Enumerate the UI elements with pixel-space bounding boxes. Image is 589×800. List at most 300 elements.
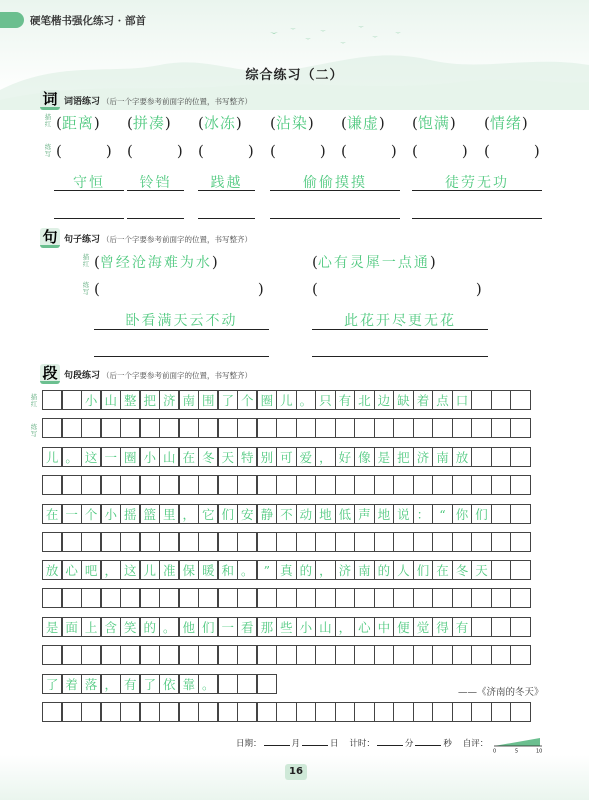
trace-underline bbox=[198, 190, 255, 191]
grid-cell[interactable] bbox=[315, 532, 335, 552]
grid-cell[interactable] bbox=[120, 475, 140, 495]
grid-cell[interactable] bbox=[471, 532, 491, 552]
practice-underline[interactable] bbox=[94, 356, 269, 357]
grid-cell[interactable] bbox=[510, 418, 530, 438]
grid-cell[interactable] bbox=[198, 588, 218, 608]
grid-cell[interactable] bbox=[413, 645, 433, 665]
grid-cell: 在 bbox=[179, 447, 199, 467]
grid-cell: 有 bbox=[452, 617, 472, 637]
grid-cell[interactable] bbox=[432, 475, 452, 495]
grid-cell[interactable] bbox=[296, 475, 316, 495]
grid-cell[interactable] bbox=[471, 418, 491, 438]
grid-cell[interactable] bbox=[354, 532, 374, 552]
footer-record bbox=[236, 737, 488, 749]
grid-cell[interactable] bbox=[81, 588, 101, 608]
grid-cell[interactable] bbox=[296, 532, 316, 552]
open-paren: ( bbox=[412, 142, 418, 160]
grid-cell[interactable] bbox=[335, 532, 355, 552]
ci-practice-blank[interactable] bbox=[198, 142, 254, 160]
grid-cell bbox=[510, 447, 530, 467]
grid-cell: 地 bbox=[315, 504, 335, 524]
grid-cell: 山 bbox=[159, 447, 179, 467]
grid-cell bbox=[510, 560, 530, 580]
grid-cell[interactable] bbox=[315, 702, 335, 722]
grid-cell[interactable] bbox=[296, 645, 316, 665]
grid-cell[interactable] bbox=[62, 475, 82, 495]
grid-cell[interactable] bbox=[257, 702, 277, 722]
grid-cell[interactable] bbox=[374, 475, 394, 495]
grid-cell: 们 bbox=[413, 560, 433, 580]
grid-cell[interactable] bbox=[179, 532, 199, 552]
grid-cell[interactable] bbox=[335, 702, 355, 722]
grid-cell[interactable] bbox=[491, 532, 511, 552]
grid-cell bbox=[432, 674, 452, 694]
grid-cell bbox=[491, 560, 511, 580]
practice-underline[interactable] bbox=[412, 218, 542, 219]
grid-cell[interactable] bbox=[81, 475, 101, 495]
grid-cell bbox=[296, 674, 316, 694]
grid-cell[interactable] bbox=[296, 702, 316, 722]
grid-cell: 别 bbox=[257, 447, 277, 467]
grid-cell bbox=[471, 447, 491, 467]
grid-cell[interactable] bbox=[452, 418, 472, 438]
open-paren: ( bbox=[94, 280, 100, 298]
grid-cell: 的 bbox=[140, 617, 160, 637]
section-ci-note: （后一个字要参考前面字的位置，书写整齐） bbox=[102, 97, 253, 106]
grid-trace-row bbox=[42, 504, 550, 524]
open-paren: ( bbox=[312, 280, 318, 298]
grid-cell[interactable] bbox=[413, 702, 433, 722]
open-paren: ( bbox=[94, 253, 100, 271]
open-paren: ( bbox=[312, 253, 318, 271]
grid-cell: 把 bbox=[393, 447, 413, 467]
open-paren: ( bbox=[127, 142, 133, 160]
grid-cell: 得 bbox=[432, 617, 452, 637]
grid-cell[interactable] bbox=[354, 702, 374, 722]
grid-cell[interactable] bbox=[159, 702, 179, 722]
grid-cell: 。 bbox=[159, 617, 179, 637]
grid-cell[interactable] bbox=[315, 588, 335, 608]
close-paren: ) bbox=[533, 142, 540, 160]
grid-cell[interactable] bbox=[198, 475, 218, 495]
grid-cell: 一 bbox=[101, 447, 121, 467]
grid-cell: 的 bbox=[296, 560, 316, 580]
close-paren: ) bbox=[307, 114, 314, 132]
grid-cell[interactable] bbox=[354, 418, 374, 438]
grid-cell[interactable] bbox=[101, 588, 121, 608]
grid-cell[interactable] bbox=[374, 418, 394, 438]
grid-cell: 着 bbox=[413, 390, 433, 410]
grid-cell[interactable] bbox=[374, 645, 394, 665]
grid-cell: 像 bbox=[354, 447, 374, 467]
grid-cell: 济 bbox=[413, 447, 433, 467]
practice-underline[interactable] bbox=[270, 218, 400, 219]
grid-cell[interactable] bbox=[276, 588, 296, 608]
grid-cell[interactable] bbox=[354, 475, 374, 495]
grid-cell[interactable] bbox=[101, 418, 121, 438]
second-label: 秒 bbox=[443, 739, 452, 749]
grid-cell[interactable] bbox=[81, 645, 101, 665]
grid-cell[interactable] bbox=[413, 418, 433, 438]
grid-cell[interactable] bbox=[62, 702, 82, 722]
grid-cell[interactable] bbox=[62, 532, 82, 552]
grid-cell bbox=[218, 674, 238, 694]
trace-underline bbox=[412, 190, 542, 191]
grid-cell[interactable] bbox=[296, 418, 316, 438]
writing-grid bbox=[42, 390, 550, 730]
grid-cell[interactable] bbox=[491, 645, 511, 665]
minute-input[interactable] bbox=[377, 738, 403, 746]
grid-cell[interactable] bbox=[432, 532, 452, 552]
grid-cell: 动 bbox=[296, 504, 316, 524]
grid-cell: 它 bbox=[198, 504, 218, 524]
ci-trace-word bbox=[270, 112, 314, 133]
grid-cell[interactable] bbox=[471, 475, 491, 495]
grid-cell[interactable] bbox=[471, 702, 491, 722]
grid-cell[interactable] bbox=[393, 702, 413, 722]
grid-cell[interactable] bbox=[432, 645, 452, 665]
grid-cell[interactable] bbox=[218, 702, 238, 722]
grid-cell[interactable] bbox=[491, 702, 511, 722]
ci-trace-text: 拼凑 bbox=[132, 114, 165, 132]
grid-cell[interactable] bbox=[120, 532, 140, 552]
grid-cell: 好 bbox=[335, 447, 355, 467]
grid-practice-row[interactable] bbox=[42, 532, 550, 552]
grid-practice-row[interactable] bbox=[42, 588, 550, 608]
grid-cell[interactable] bbox=[42, 702, 62, 722]
grid-cell[interactable] bbox=[140, 475, 160, 495]
grid-cell bbox=[374, 674, 394, 694]
trace-underline bbox=[94, 329, 269, 330]
grid-cell[interactable] bbox=[315, 418, 335, 438]
grid-cell[interactable] bbox=[276, 475, 296, 495]
tag-practice-ci: 练写 bbox=[44, 143, 52, 158]
grid-cell[interactable] bbox=[510, 645, 530, 665]
grid-cell[interactable] bbox=[413, 532, 433, 552]
ci-practice-blank[interactable] bbox=[484, 142, 540, 160]
grid-practice-row[interactable] bbox=[42, 418, 550, 438]
grid-cell[interactable] bbox=[257, 475, 277, 495]
grid-cell: 在 bbox=[42, 504, 62, 524]
grid-cell: 冬 bbox=[198, 447, 218, 467]
second-input[interactable] bbox=[415, 738, 441, 746]
grid-cell: 些 bbox=[276, 617, 296, 637]
grid-cell[interactable] bbox=[432, 702, 452, 722]
practice-underline[interactable] bbox=[198, 218, 255, 219]
grid-cell[interactable] bbox=[393, 418, 413, 438]
grid-cell: 地 bbox=[374, 504, 394, 524]
grid-cell[interactable] bbox=[237, 418, 257, 438]
grid-cell[interactable] bbox=[218, 475, 238, 495]
open-paren: ( bbox=[56, 142, 62, 160]
minute-label: 分 bbox=[404, 739, 414, 749]
grid-cell: 们 bbox=[218, 504, 238, 524]
ci-practice-blank[interactable] bbox=[270, 142, 326, 160]
grid-cell[interactable] bbox=[159, 645, 179, 665]
grid-practice-row[interactable] bbox=[42, 702, 550, 722]
grid-cell bbox=[510, 617, 530, 637]
month-label: 月 bbox=[291, 739, 301, 749]
ci-trace-word bbox=[341, 112, 385, 133]
grid-cell[interactable] bbox=[335, 645, 355, 665]
open-paren: ( bbox=[270, 142, 276, 160]
grid-cell[interactable] bbox=[42, 418, 62, 438]
open-paren: ( bbox=[127, 114, 133, 132]
tag-practice-ju: 练写 bbox=[82, 281, 90, 296]
grid-cell bbox=[491, 504, 511, 524]
grid-cell[interactable] bbox=[179, 418, 199, 438]
grid-cell: 天 bbox=[218, 447, 238, 467]
grid-cell[interactable] bbox=[179, 702, 199, 722]
grid-cell[interactable] bbox=[374, 532, 394, 552]
grid-cell: 。 bbox=[237, 560, 257, 580]
close-paren: ) bbox=[521, 114, 528, 132]
passage-source: ——《济南的冬天》 bbox=[458, 687, 544, 698]
grid-cell[interactable] bbox=[432, 418, 452, 438]
close-paren: ) bbox=[211, 253, 218, 271]
grid-cell[interactable] bbox=[81, 532, 101, 552]
grid-cell: 天 bbox=[471, 560, 491, 580]
grid-cell[interactable] bbox=[42, 645, 62, 665]
grid-cell[interactable] bbox=[393, 532, 413, 552]
grid-cell[interactable] bbox=[42, 475, 62, 495]
grid-cell[interactable] bbox=[393, 475, 413, 495]
time-label: 计时： bbox=[349, 739, 375, 749]
grid-cell: 放 bbox=[42, 560, 62, 580]
grid-cell[interactable] bbox=[218, 645, 238, 665]
ci-practice-blank[interactable] bbox=[412, 142, 468, 160]
grid-cell: 吧 bbox=[81, 560, 101, 580]
grid-cell[interactable] bbox=[276, 418, 296, 438]
grid-cell[interactable] bbox=[491, 588, 511, 608]
grid-cell[interactable] bbox=[237, 702, 257, 722]
open-paren: ( bbox=[56, 114, 62, 132]
grid-cell: 圈 bbox=[120, 447, 140, 467]
grid-cell[interactable] bbox=[452, 702, 472, 722]
grid-cell[interactable] bbox=[140, 418, 160, 438]
section-duan-title bbox=[64, 368, 252, 381]
grid-cell: 个 bbox=[81, 504, 101, 524]
grid-cell: 山 bbox=[101, 390, 121, 410]
grid-cell[interactable] bbox=[237, 532, 257, 552]
grid-cell[interactable] bbox=[257, 645, 277, 665]
grid-cell[interactable] bbox=[159, 475, 179, 495]
grid-cell[interactable] bbox=[276, 645, 296, 665]
grid-cell[interactable] bbox=[81, 702, 101, 722]
grid-cell: 笑 bbox=[120, 617, 140, 637]
grid-cell[interactable] bbox=[120, 702, 140, 722]
grid-cell: 着 bbox=[62, 674, 82, 694]
grid-cell: 含 bbox=[101, 617, 121, 637]
grid-cell[interactable] bbox=[315, 475, 335, 495]
grid-cell[interactable] bbox=[179, 645, 199, 665]
grid-cell[interactable] bbox=[237, 475, 257, 495]
ci-trace-text: 饱满 bbox=[417, 114, 450, 132]
ju-practice-blank[interactable] bbox=[94, 280, 264, 298]
grid-cell[interactable] bbox=[276, 702, 296, 722]
grid-cell[interactable] bbox=[62, 588, 82, 608]
grid-cell[interactable] bbox=[101, 475, 121, 495]
grid-cell bbox=[471, 390, 491, 410]
section-duan-title-text: 句段练习 bbox=[64, 371, 101, 381]
grid-cell[interactable] bbox=[510, 588, 530, 608]
self-score-scale[interactable] bbox=[492, 735, 544, 753]
grid-cell[interactable] bbox=[296, 588, 316, 608]
grid-cell[interactable] bbox=[218, 588, 238, 608]
practice-underline[interactable] bbox=[127, 218, 184, 219]
grid-cell[interactable] bbox=[159, 418, 179, 438]
grid-cell bbox=[491, 447, 511, 467]
grid-cell[interactable] bbox=[335, 475, 355, 495]
ci-trace-word bbox=[127, 112, 171, 133]
grid-cell[interactable] bbox=[335, 418, 355, 438]
grid-cell[interactable] bbox=[471, 588, 491, 608]
grid-cell[interactable] bbox=[354, 645, 374, 665]
grid-cell[interactable] bbox=[510, 532, 530, 552]
grid-cell: 济 bbox=[159, 390, 179, 410]
grid-cell bbox=[510, 390, 530, 410]
grid-cell[interactable] bbox=[179, 588, 199, 608]
grid-cell: 那 bbox=[257, 617, 277, 637]
practice-underline[interactable] bbox=[54, 218, 124, 219]
grid-cell: 边 bbox=[374, 390, 394, 410]
grid-cell[interactable] bbox=[452, 475, 472, 495]
ci-trace-word bbox=[412, 112, 456, 133]
ci-practice-blank[interactable] bbox=[127, 142, 183, 160]
grid-cell[interactable] bbox=[42, 588, 62, 608]
grid-cell[interactable] bbox=[393, 645, 413, 665]
grid-cell: 落 bbox=[81, 674, 101, 694]
grid-cell[interactable] bbox=[218, 532, 238, 552]
grid-cell[interactable] bbox=[257, 532, 277, 552]
open-paren: ( bbox=[484, 114, 490, 132]
grid-cell[interactable] bbox=[471, 645, 491, 665]
grid-cell[interactable] bbox=[374, 588, 394, 608]
grid-cell: 和 bbox=[218, 560, 238, 580]
close-paren: ) bbox=[247, 142, 254, 160]
ci-trace-text: 冰冻 bbox=[203, 114, 236, 132]
grid-cell[interactable] bbox=[159, 532, 179, 552]
date-label: 日期： bbox=[236, 739, 262, 749]
grid-cell[interactable] bbox=[335, 588, 355, 608]
grid-trace-row bbox=[42, 390, 550, 410]
grid-practice-row[interactable] bbox=[42, 645, 550, 665]
ci-practice-blank[interactable] bbox=[341, 142, 397, 160]
grid-cell[interactable] bbox=[491, 475, 511, 495]
grid-cell[interactable] bbox=[140, 702, 160, 722]
ju-practice-blank[interactable] bbox=[312, 280, 482, 298]
grid-cell[interactable] bbox=[140, 645, 160, 665]
grid-cell[interactable] bbox=[159, 588, 179, 608]
grid-cell[interactable] bbox=[315, 645, 335, 665]
grid-cell[interactable] bbox=[198, 645, 218, 665]
grid-cell: 静 bbox=[257, 504, 277, 524]
section-duan-note: （后一个字要参考前面字的位置，书写整齐） bbox=[102, 371, 253, 380]
grid-cell bbox=[62, 390, 82, 410]
grid-cell bbox=[491, 390, 511, 410]
grid-cell: 儿 bbox=[42, 447, 62, 467]
ci-practice-blank[interactable] bbox=[56, 142, 112, 160]
grid-cell[interactable] bbox=[393, 588, 413, 608]
day-input[interactable] bbox=[302, 738, 328, 746]
grid-cell[interactable] bbox=[81, 418, 101, 438]
grid-cell[interactable] bbox=[62, 645, 82, 665]
grid-cell: 爱 bbox=[296, 447, 316, 467]
grid-cell[interactable] bbox=[237, 588, 257, 608]
grid-cell bbox=[491, 617, 511, 637]
close-paren: ) bbox=[319, 142, 326, 160]
grid-cell[interactable] bbox=[413, 475, 433, 495]
grid-cell[interactable] bbox=[120, 418, 140, 438]
ju-underline-sentence: 卧看满天云不动 bbox=[125, 313, 238, 329]
grid-practice-row[interactable] bbox=[42, 475, 550, 495]
grid-cell: 人 bbox=[393, 560, 413, 580]
grid-cell[interactable] bbox=[510, 475, 530, 495]
grid-cell: 小 bbox=[296, 617, 316, 637]
grid-cell[interactable] bbox=[62, 418, 82, 438]
grid-trace-row bbox=[42, 447, 550, 467]
grid-cell[interactable] bbox=[140, 588, 160, 608]
ju-underline-sentence: 此花开尽更无花 bbox=[344, 313, 456, 329]
grid-cell: ” bbox=[257, 560, 277, 580]
grid-cell[interactable] bbox=[218, 418, 238, 438]
open-paren: ( bbox=[198, 142, 204, 160]
grid-cell: 他 bbox=[179, 617, 199, 637]
grid-cell[interactable] bbox=[42, 532, 62, 552]
grid-cell[interactable] bbox=[257, 588, 277, 608]
grid-cell: 口 bbox=[452, 390, 472, 410]
grid-cell: 南 bbox=[179, 390, 199, 410]
grid-cell[interactable] bbox=[452, 588, 472, 608]
section-duan-icon: 段 bbox=[40, 364, 60, 384]
ju-trace-sentence bbox=[94, 252, 218, 272]
grid-cell[interactable] bbox=[120, 588, 140, 608]
grid-cell[interactable] bbox=[120, 645, 140, 665]
grid-cell: 你 bbox=[452, 504, 472, 524]
grid-trace-row bbox=[42, 617, 550, 637]
grid-cell[interactable] bbox=[413, 588, 433, 608]
grid-cell[interactable] bbox=[452, 645, 472, 665]
grid-cell[interactable] bbox=[452, 532, 472, 552]
grid-cell[interactable] bbox=[257, 418, 277, 438]
grid-cell: 这 bbox=[120, 560, 140, 580]
grid-cell[interactable] bbox=[510, 702, 530, 722]
close-paren: ) bbox=[475, 280, 482, 298]
grid-cell[interactable] bbox=[198, 418, 218, 438]
tag-practice-duan: 练写 bbox=[30, 423, 38, 438]
month-input[interactable] bbox=[264, 738, 290, 746]
grid-cell[interactable] bbox=[354, 588, 374, 608]
grid-cell[interactable] bbox=[101, 645, 121, 665]
practice-underline[interactable] bbox=[312, 356, 488, 357]
grid-cell[interactable] bbox=[179, 475, 199, 495]
grid-cell[interactable] bbox=[140, 532, 160, 552]
grid-cell: 一 bbox=[218, 617, 238, 637]
grid-cell: 是 bbox=[374, 447, 394, 467]
grid-cell[interactable] bbox=[432, 588, 452, 608]
grid-cell[interactable] bbox=[491, 418, 511, 438]
grid-cell[interactable] bbox=[198, 532, 218, 552]
grid-cell[interactable] bbox=[101, 532, 121, 552]
grid-cell[interactable] bbox=[237, 645, 257, 665]
grid-cell[interactable] bbox=[101, 702, 121, 722]
grid-cell[interactable] bbox=[276, 532, 296, 552]
grid-cell[interactable] bbox=[374, 702, 394, 722]
close-paren: ) bbox=[176, 142, 183, 160]
grid-cell: 依 bbox=[159, 674, 179, 694]
grid-cell[interactable] bbox=[198, 702, 218, 722]
close-paren: ) bbox=[449, 114, 456, 132]
